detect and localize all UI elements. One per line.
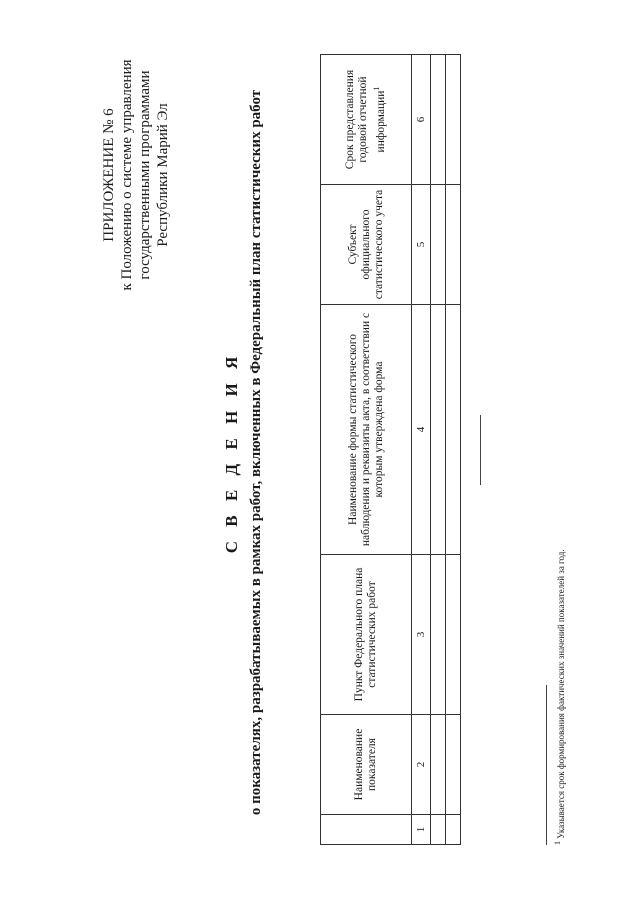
column-number: 3 xyxy=(412,555,431,715)
header-reporting-deadline-text: Срок представления годовой отчетной информации xyxy=(344,69,387,170)
table-cell xyxy=(446,185,461,305)
header-col-1 xyxy=(321,815,412,845)
table-header-row xyxy=(321,55,412,845)
document-title: С В Е Д Е Н И Я xyxy=(222,351,241,554)
appendix-reference-line-2: государственными программами xyxy=(137,70,153,280)
header-reporting-deadline xyxy=(321,55,412,185)
header-federal-plan-item: Пункт Федерального плана статистических работ xyxy=(321,555,412,715)
document-subtitle: о показателях, разрабатываемых в рамках работ, включенных в Федеральный план статистических работ xyxy=(248,89,264,816)
indicators-table xyxy=(320,54,461,845)
table-cell xyxy=(446,55,461,185)
appendix-number: ПРИЛОЖЕНИЕ № 6 xyxy=(101,108,117,242)
table-cell xyxy=(446,305,461,555)
column-number: 4 xyxy=(412,305,431,555)
column-number: 6 xyxy=(412,55,431,185)
header-footnote-mark: 1 xyxy=(372,86,382,91)
appendix-header xyxy=(100,45,172,305)
table-cell xyxy=(431,815,446,845)
column-number: 1 xyxy=(412,815,431,845)
table-row xyxy=(431,55,446,845)
table-cell xyxy=(431,715,446,815)
column-number-row xyxy=(412,55,431,845)
appendix-reference-line-1: к Положению о системе управления xyxy=(119,59,135,291)
column-number: 2 xyxy=(412,715,431,815)
table-cell xyxy=(431,55,446,185)
column-number: 5 xyxy=(412,185,431,305)
table-cell xyxy=(431,185,446,305)
footnote xyxy=(553,549,566,845)
table-cell xyxy=(446,815,461,845)
table-cell xyxy=(446,715,461,815)
header-indicator-name: Наименование показателя xyxy=(321,715,412,815)
separator-line xyxy=(480,415,481,485)
table-cell xyxy=(431,555,446,715)
table-cell xyxy=(431,305,446,555)
table-row xyxy=(446,55,461,845)
header-statistics-subject: Субъект официального статистического учета xyxy=(321,185,412,305)
footnote-separator xyxy=(546,685,547,845)
appendix-reference-line-3: Республики Марий Эл xyxy=(155,103,171,247)
header-form-name: Наименование формы статистического наблюдения и реквизиты акта, в соответствии с которым утверждена форма xyxy=(321,305,412,555)
footnote-text: Указывается срок формирования фактических значений показателей за год. xyxy=(556,549,566,839)
footnote-mark: 1 xyxy=(553,841,562,845)
table-cell xyxy=(446,555,461,715)
